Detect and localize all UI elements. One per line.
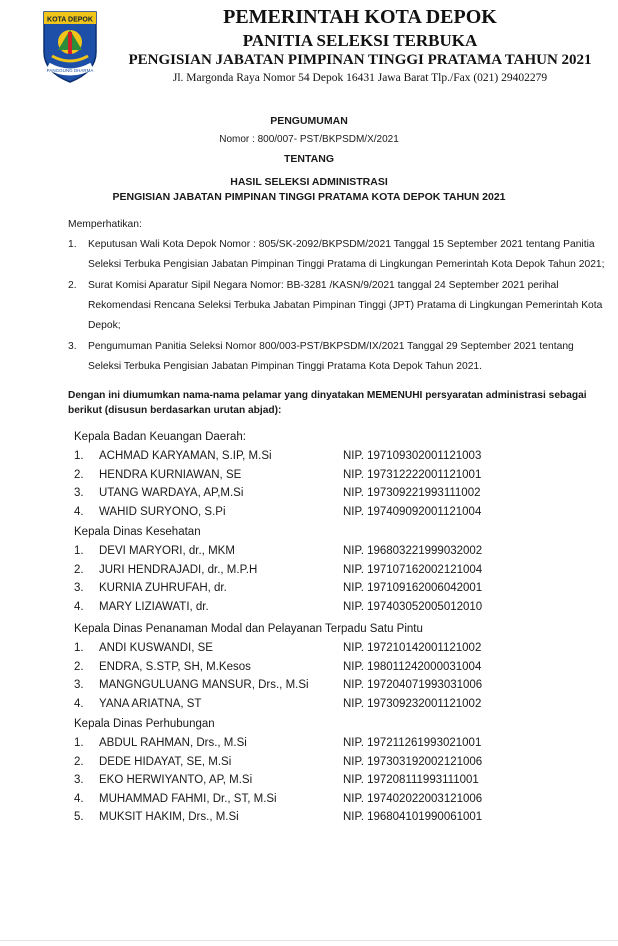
candidate-row: [74, 753, 554, 772]
candidate-row: [74, 579, 554, 598]
row-number: 2.: [74, 755, 84, 768]
candidate-row: [74, 484, 554, 503]
row-number: 1.: [74, 450, 84, 462]
row-number: 2.: [74, 563, 84, 576]
row-number: 4.: [74, 697, 84, 710]
candidate-row: [74, 790, 554, 809]
row-number: 1.: [74, 737, 84, 749]
point-text: Pengumuman Panitia Seleksi Nomor 800/003-PST/BKPSDM/IX/2021 Tanggal 29 September 2021 tentang: [88, 341, 574, 352]
point-number: 3.: [68, 341, 77, 352]
candidate-row: [74, 542, 554, 561]
candidate-row: [74, 808, 554, 827]
candidate-nip: NIP. 197402022003121006: [343, 792, 483, 805]
candidate-row: [74, 503, 554, 522]
candidate-row: [74, 466, 554, 485]
row-number: 3.: [74, 774, 84, 786]
candidate-name: MARY LIZIAWATI, dr.: [99, 600, 209, 613]
position-group: [74, 523, 554, 616]
position-group: [74, 715, 554, 827]
point-text: Depok;: [88, 320, 121, 331]
candidate-nip: NIP. 196804101990061001: [343, 811, 483, 823]
point-text: Keputusan Wali Kota Depok Nomor : 805/SK-2092/BKPSDM/2021 Tanggal 15 September 2021 tentang Panitia: [88, 239, 595, 250]
candidate-nip: NIP. 197107162002121004: [343, 563, 483, 576]
candidate-nip: NIP. 197210142001121002: [343, 642, 482, 654]
row-number: 4.: [74, 600, 84, 613]
candidate-nip: NIP. 197409092001121004: [343, 505, 482, 518]
candidate-name: MUHAMMAD FAHMI, Dr., ST, M.Si: [99, 792, 277, 805]
candidate-row: [74, 447, 554, 466]
row-number: 2.: [74, 468, 84, 481]
point-number: 1.: [68, 239, 77, 250]
row-number: 1.: [74, 642, 84, 654]
candidate-row: [74, 598, 554, 617]
announcement-title-2: PENGISIAN JABATAN PIMPINAN TINGGI PRATAMA KOTA DEPOK TAHUN 2021: [112, 191, 506, 203]
candidate-nip: NIP. 197211261993021001: [343, 737, 482, 749]
candidate-name: MANGNGULUANG MANSUR, Drs., M.Si: [99, 679, 309, 691]
header-address: Jl. Margonda Raya Nomor 54 Depok 16431 Jawa Barat Tlp./Fax (021) 29402279: [172, 72, 548, 84]
candidate-name: WAHID SURYONO, S.Pi: [99, 505, 226, 518]
candidate-name: MUKSIT HAKIM, Drs., M.Si: [99, 811, 239, 823]
candidate-name: ENDRA, S.STP, SH, M.Kesos: [99, 660, 251, 673]
logo-text-bottom: PANGGUNG DHARMA: [46, 68, 94, 73]
candidate-name: ANDI KUSWANDI, SE: [99, 642, 213, 654]
announcement-title-1: HASIL SELEKSI ADMINISTRASI: [230, 176, 388, 188]
candidate-nip: NIP. 197303192002121006: [343, 755, 483, 768]
candidate-name: YANA ARIATNA, ST: [99, 697, 202, 710]
point-text: Rekomendasi Rencana Seleksi Terbuka Jabatan Pimpinan Tinggi (JPT) Pratama di Lingkungan Pemerintah Kota: [88, 300, 603, 311]
candidate-name: KURNIA ZUHRUFAH, dr.: [99, 582, 227, 594]
candidate-row: [74, 676, 554, 695]
candidate-row: [74, 734, 554, 753]
point-text: Seleksi Terbuka Pengisian Jabatan Pimpinan Tinggi Pratama Kota Depok Tahun 2021.: [88, 361, 483, 372]
candidate-nip: NIP. 197312222001121001: [343, 468, 482, 481]
row-number: 3.: [74, 582, 84, 594]
candidate-name: DEDE HIDAYAT, SE, M.Si: [99, 755, 232, 768]
announcement-intro-2: berikut (disusun berdasarkan urutan abjad):: [68, 405, 282, 416]
position-group: [74, 428, 554, 521]
candidate-nip: NIP. 198011242000031004: [343, 660, 482, 673]
candidate-name: DEVI MARYORI, dr., MKM: [99, 545, 235, 557]
candidate-nip: NIP. 197403052005012010: [343, 600, 483, 613]
candidate-nip: NIP. 197109302001121003: [343, 450, 482, 462]
candidate-name: ABDUL RAHMAN, Drs., M.Si: [99, 737, 247, 749]
header-subtitle: PANITIA SELEKSI TERBUKA: [242, 31, 478, 50]
candidate-row: [74, 639, 554, 658]
candidate-name: ACHMAD KARYAMAN, S.IP, M.Si: [99, 450, 272, 462]
row-number: 2.: [74, 660, 84, 673]
candidate-row: [74, 658, 554, 677]
announcement-intro: Dengan ini diumumkan nama-nama pelamar yang dinyatakan MEMENUHI persyaratan administrasi sebagai: [68, 390, 587, 401]
row-number: 4.: [74, 792, 84, 805]
header-title: PEMERINTAH KOTA DEPOK: [223, 6, 497, 28]
position-title: Kepala Dinas Penanaman Modal dan Pelayanan Terpadu Satu Pintu: [74, 623, 423, 635]
nomor-line: Nomor : 800/007- PST/BKPSDM/X/2021: [219, 134, 399, 145]
logo-text-top: KOTA DEPOK: [47, 16, 93, 24]
row-number: 3.: [74, 487, 84, 499]
row-number: 4.: [74, 505, 84, 518]
header-subtitle-2: PENGISIAN JABATAN PIMPINAN TINGGI PRATAMA TAHUN 2021: [128, 52, 592, 68]
candidate-row: [74, 561, 554, 580]
row-number: 5.: [74, 811, 84, 823]
candidate-row: [74, 771, 554, 790]
position-group: [74, 620, 554, 713]
candidate-name: EKO HERWIYANTO, AP, M.Si: [99, 774, 253, 786]
point-text: Seleksi Terbuka Pengisian Jabatan Pimpinan Tinggi Pratama di Lingkungan Pemerintah Kota Depok Tahun 2021;: [88, 259, 605, 270]
point-text: Surat Komisi Aparatur Sipil Negara Nomor: BB-3281 /KASN/9/2021 tanggal 24 September 2021 perihal: [88, 280, 559, 291]
position-title: Kepala Dinas Kesehatan: [74, 526, 201, 538]
candidate-nip: NIP. 197204071993031006: [343, 679, 483, 691]
candidate-name: JURI HENDRAJADI, dr., M.P.H: [99, 563, 258, 576]
position-title: Kepala Badan Keuangan Daerah:: [74, 431, 247, 443]
tentang-heading: TENTANG: [284, 153, 334, 165]
candidate-nip: NIP. 196803221999032002: [343, 545, 483, 557]
page-edge-divider: [0, 940, 618, 941]
candidate-nip: NIP. 197309232001121002: [343, 697, 482, 710]
candidate-nip: NIP. 197109162006042001: [343, 582, 483, 594]
candidate-nip: NIP. 197208111993111001: [343, 774, 479, 786]
row-number: 3.: [74, 679, 84, 691]
point-number: 2.: [68, 280, 77, 291]
pengumuman-heading: PENGUMUMAN: [270, 115, 348, 127]
position-title: Kepala Dinas Perhubungan: [74, 718, 215, 730]
row-number: 1.: [74, 545, 84, 557]
kota-depok-emblem-icon: [38, 8, 102, 84]
candidate-name: UTANG WARDAYA, AP,M.Si: [99, 487, 244, 499]
candidate-row: [74, 695, 554, 714]
candidate-nip: NIP. 197309221993111002: [343, 487, 481, 499]
candidate-name: HENDRA KURNIAWAN, SE: [99, 468, 242, 481]
memperhatikan-label: Memperhatikan:: [68, 219, 142, 230]
